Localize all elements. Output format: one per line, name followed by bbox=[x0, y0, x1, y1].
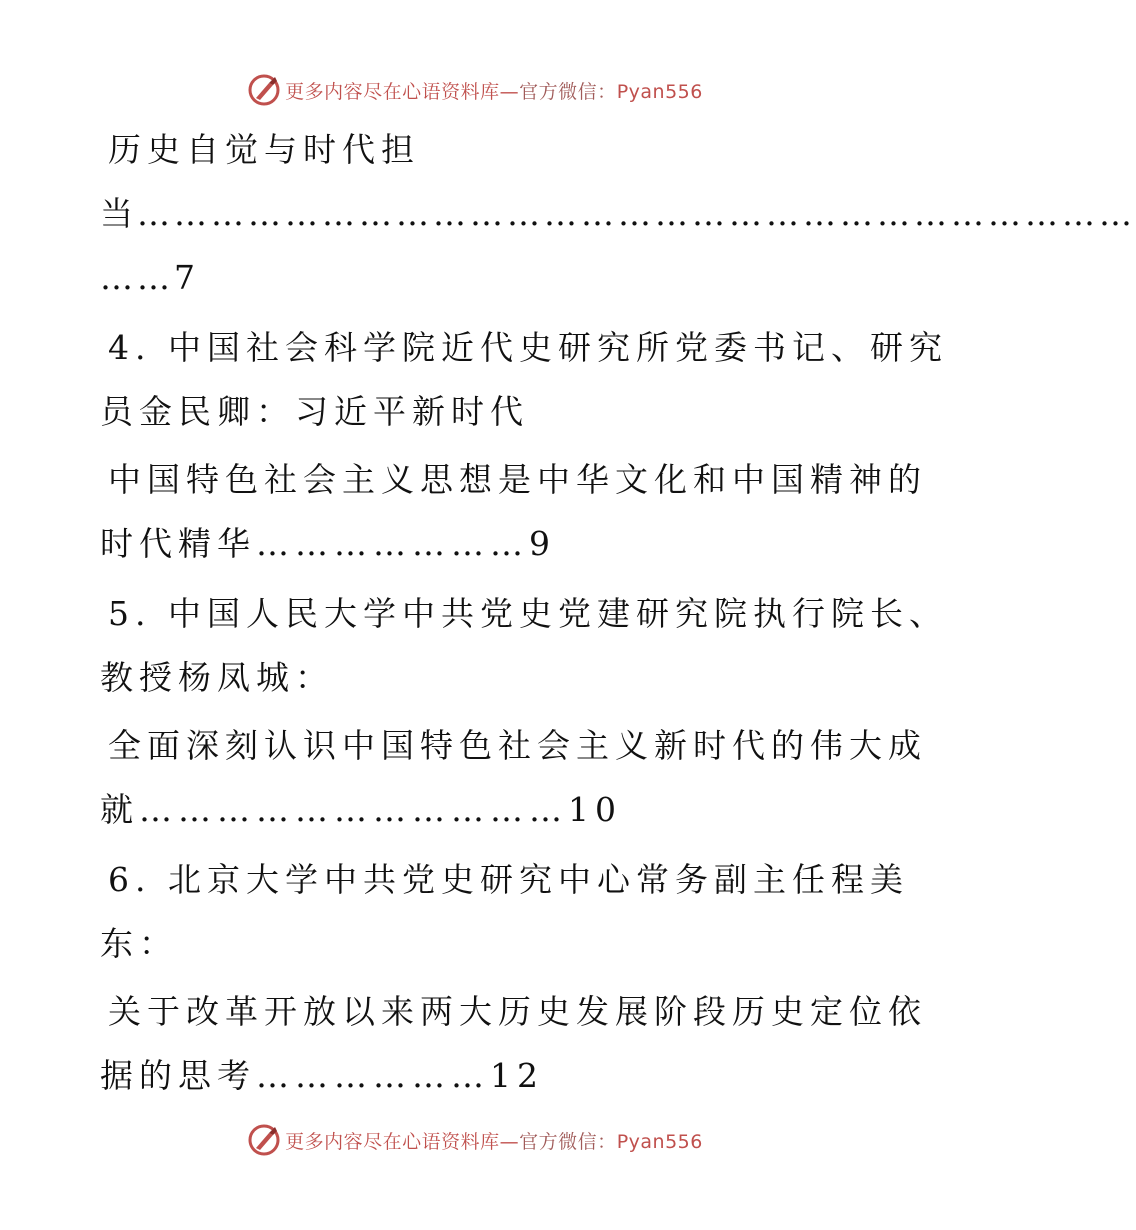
toc-entry bbox=[100, 316, 948, 576]
watermark-dash: — bbox=[499, 1130, 520, 1153]
watermark-title: 更多内容尽在心语资料库 bbox=[285, 1130, 500, 1153]
toc-line: 中国特色社会主义思想是中华文化和中国精神的 bbox=[108, 460, 927, 499]
footer-watermark bbox=[0, 1120, 950, 1160]
toc-entry bbox=[100, 118, 1136, 310]
toc-line: 当……………………………………………………………………… bbox=[100, 194, 1136, 233]
watermark-dash: — bbox=[499, 80, 520, 103]
quill-pen-icon bbox=[247, 73, 281, 107]
toc-content bbox=[100, 118, 1136, 1108]
toc-line: 教授杨凤城： bbox=[100, 658, 334, 697]
toc-line: 6. 北京大学中共党史研究中心常务副主任程美 bbox=[108, 860, 909, 899]
toc-line: 东： bbox=[100, 924, 178, 963]
toc-line: 5. 中国人民大学中共党史党建研究院执行院长、 bbox=[108, 594, 948, 633]
toc-entry bbox=[100, 582, 948, 842]
header-watermark bbox=[0, 70, 950, 110]
watermark-title: 更多内容尽在心语资料库 bbox=[285, 80, 500, 103]
quill-pen-icon bbox=[247, 1123, 281, 1157]
watermark-account: Pyan556 bbox=[616, 80, 703, 103]
toc-line: 全面深刻认识中国特色社会主义新时代的伟大成 bbox=[108, 726, 927, 765]
watermark-suffix: 官方微信： bbox=[519, 1130, 617, 1153]
toc-line: 4. 中国社会科学院近代史研究所党委书记、研究 bbox=[108, 328, 948, 367]
toc-entry bbox=[100, 848, 927, 1108]
watermark-account: Pyan556 bbox=[616, 1130, 703, 1153]
watermark-suffix: 官方微信： bbox=[519, 80, 617, 103]
toc-line: 员金民卿：习近平新时代 bbox=[100, 392, 529, 431]
toc-line: 就……………………………10 bbox=[100, 790, 622, 829]
toc-line: 据的思考………………12 bbox=[100, 1056, 544, 1095]
watermark-text bbox=[285, 1127, 703, 1154]
toc-line: 历史自觉与时代担 bbox=[108, 130, 420, 169]
toc-line: 时代精华…………………9 bbox=[100, 524, 556, 563]
watermark-text bbox=[285, 77, 703, 104]
toc-line: ……7 bbox=[100, 258, 199, 297]
toc-line: 关于改革开放以来两大历史发展阶段历史定位依 bbox=[108, 992, 927, 1031]
